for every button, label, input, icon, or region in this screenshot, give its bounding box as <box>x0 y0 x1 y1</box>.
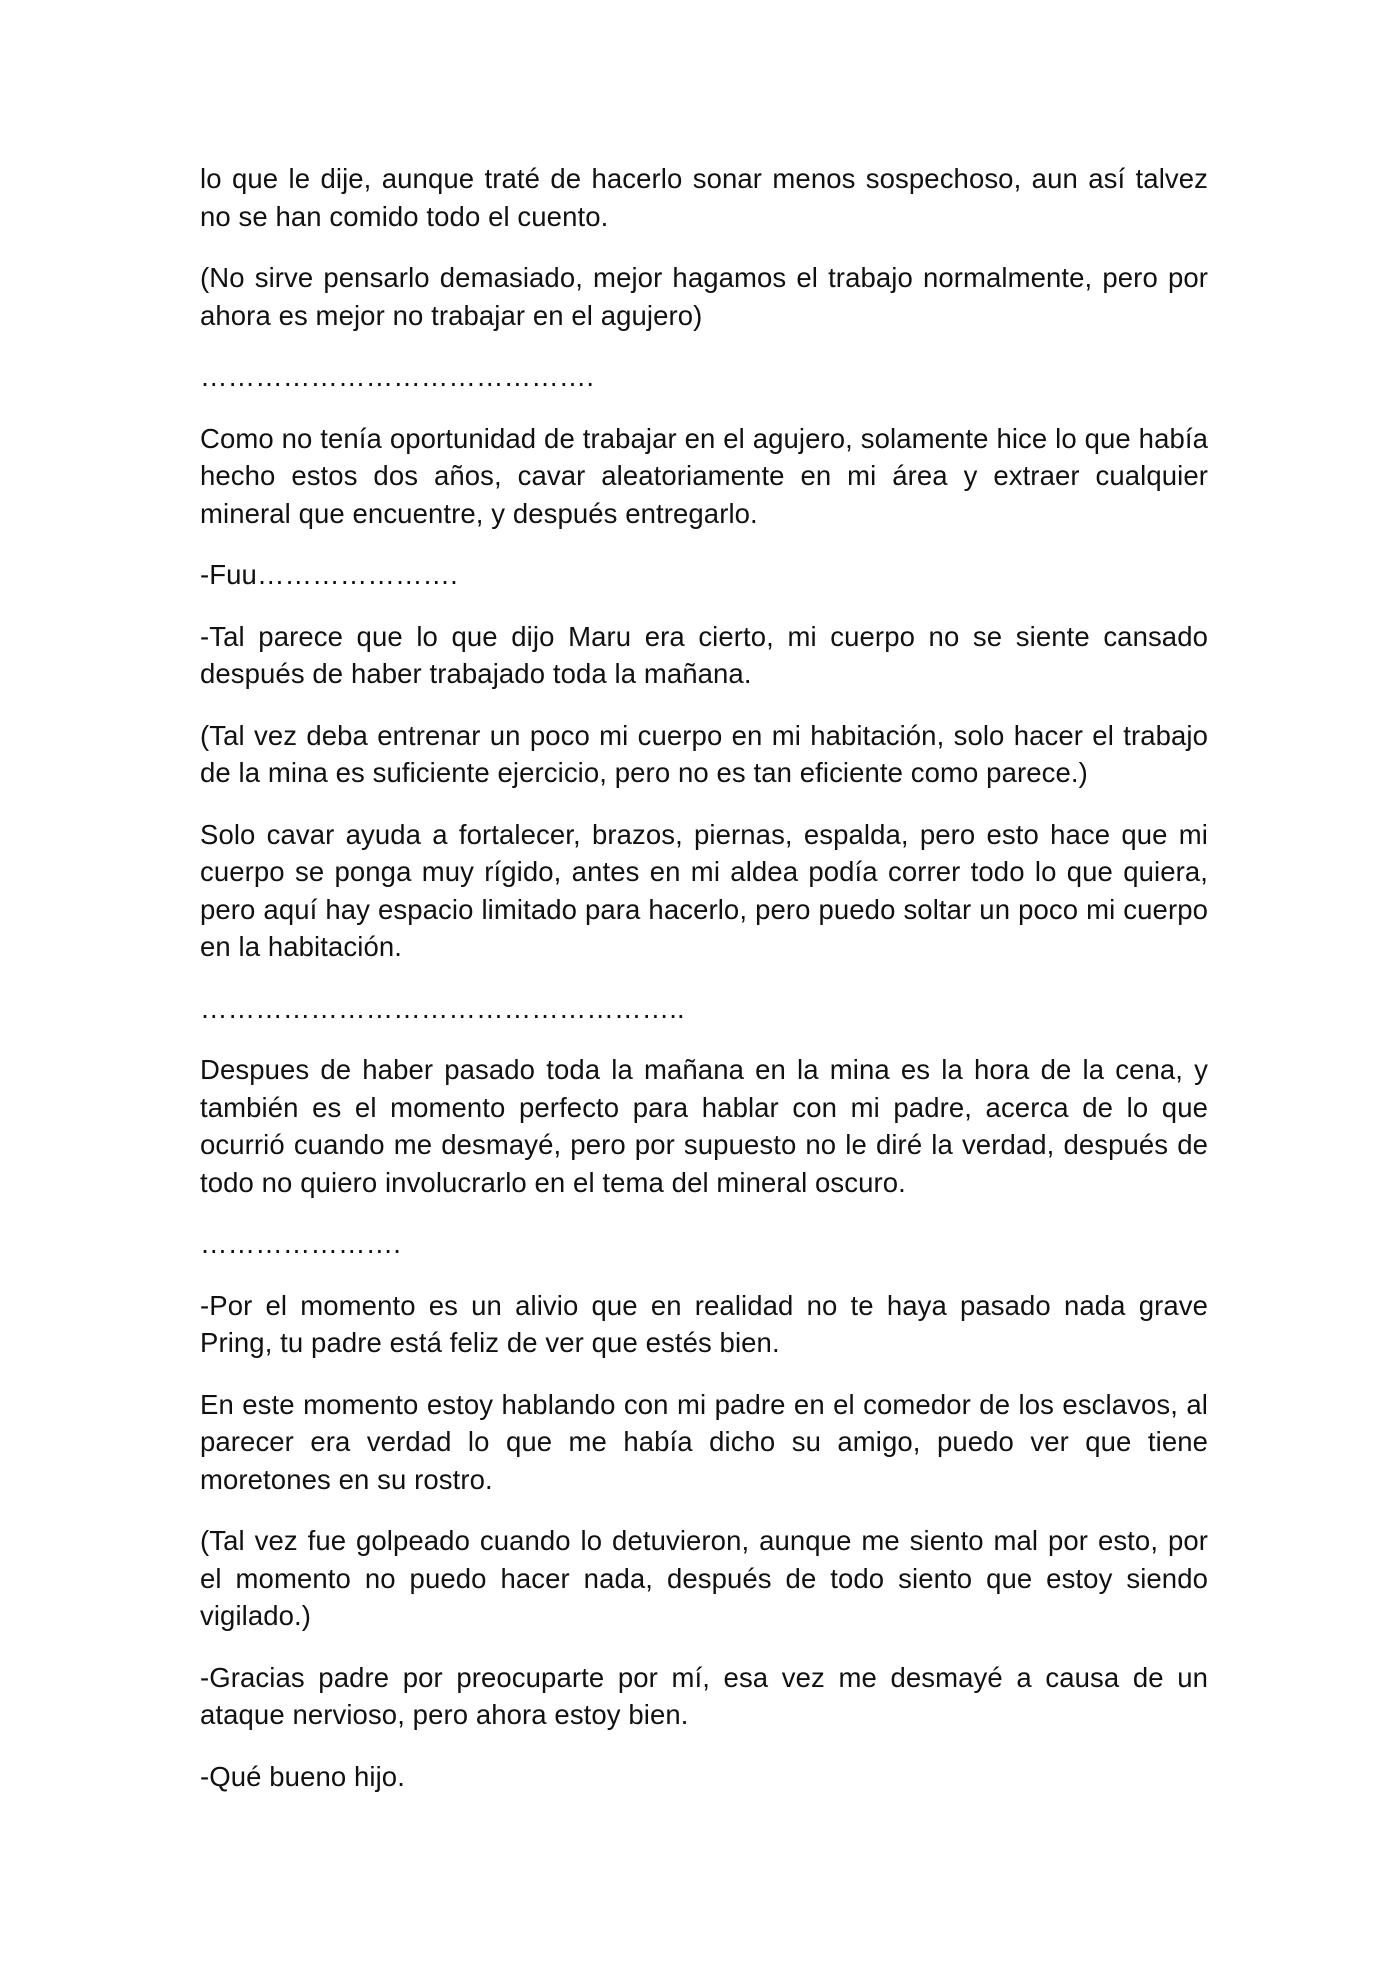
dialogue-line: -Fuu…………………. <box>200 559 458 590</box>
paragraph: Como no tenía oportunidad de trabajar en el agujero, solamente hice lo que había hecho estos dos años, cavar aleatoriamente en mi área y extraer cualquier mineral que encuentre, y después entregarlo. <box>200 422 1208 529</box>
scene-separator: ……………………………………. <box>200 361 595 392</box>
paragraph: (No sirve pensarlo demasiado, mejor hagamos el trabajo normalmente, pero por ahora es mejor no trabajar en el agujero) <box>200 262 1208 331</box>
scene-separator: …………………. <box>200 1228 401 1259</box>
dialogue-line: -Gracias padre por preocuparte por mí, esa vez me desmayé a causa de un ataque nervioso, pero ahora estoy bien. <box>200 1661 1208 1730</box>
dialogue-line: -Qué bueno hijo. <box>200 1760 405 1792</box>
paragraph: Solo cavar ayuda a fortalecer, brazos, piernas, espalda, pero esto hace que mi cuerpo se ponga muy rígido, antes en mi aldea podía correr todo lo que quiera, pero aquí hay espacio limitado para hacerlo, pero puedo soltar un poco mi cuerpo en la habitación. <box>200 818 1208 962</box>
paragraph: (Tal vez fue golpeado cuando lo detuvieron, aunque me siento mal por esto, por el momento no puedo hacer nada, después de todo siento que estoy siendo vigilado.) <box>200 1525 1208 1631</box>
paragraph: Despues de haber pasado toda la mañana en la mina es la hora de la cena, y también es el momento perfecto para hablar con mi padre, acerca de lo que ocurrió cuando me desmayé, pero por supuesto no le diré la verdad, después de todo no quiero involucrarlo en el tema del mineral oscuro. <box>200 1054 1208 1198</box>
scene-separator: …………………………………………….. <box>200 992 685 1024</box>
dialogue-line: -Por el momento es un alivio que en realidad no te haya pasado nada grave Pring, tu padre está feliz de ver que estés bien. <box>200 1289 1208 1358</box>
paragraph: (Tal vez deba entrenar un poco mi cuerpo en mi habitación, solo hacer el trabajo de la mina es suficiente ejercicio, pero no es tan eficiente como parece.) <box>200 719 1208 788</box>
paragraph: En este momento estoy hablando con mi padre en el comedor de los esclavos, al parecer era verdad lo que me había dicho su amigo, puedo ver que tiene moretones en su rostro. <box>200 1388 1208 1495</box>
paragraph: lo que le dije, aunque traté de hacerlo sonar menos sospechoso, aun así talvez no se han comido todo el cuento. <box>200 163 1208 232</box>
text-body <box>200 160 1208 1819</box>
dialogue-line: -Tal parece que lo que dijo Maru era cierto, mi cuerpo no se siente cansado después de haber trabajado toda la mañana. <box>200 620 1208 689</box>
